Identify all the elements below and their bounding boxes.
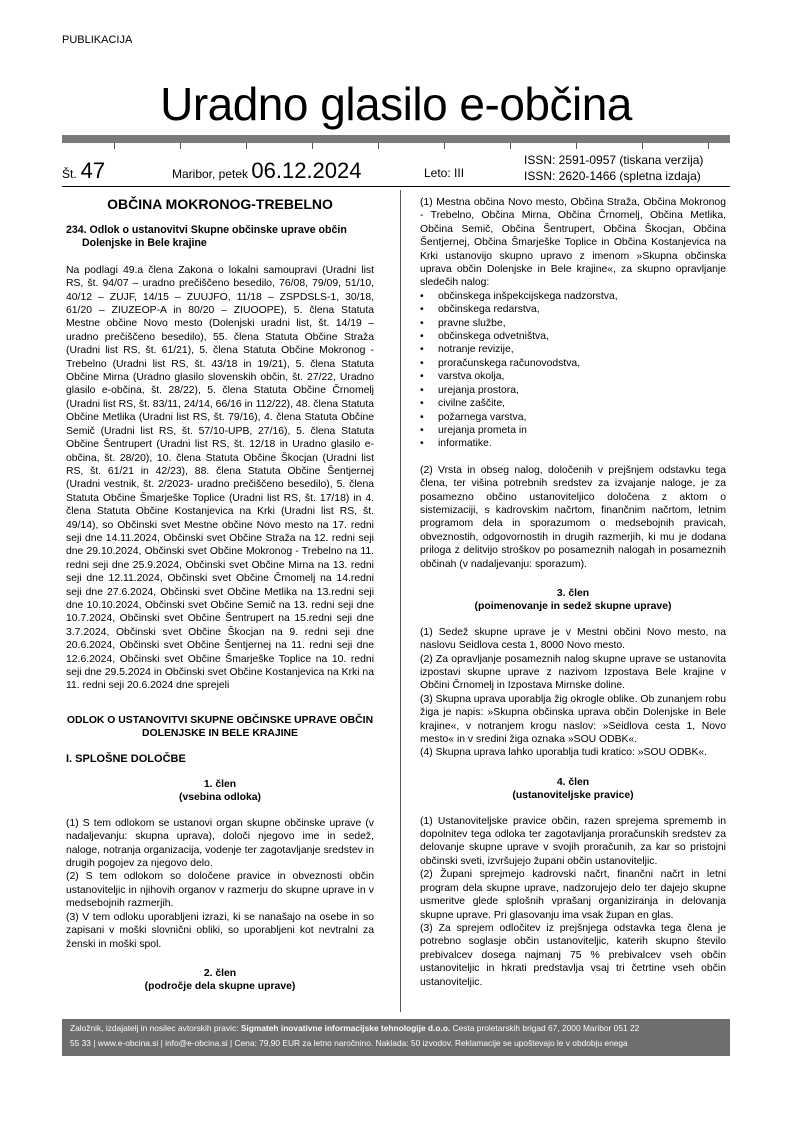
issue-number-block: [62, 158, 105, 184]
article-3-paragraph-1: (1) Sedež skupne uprave je v Mestni občini Novo mesto, na naslovu Seidlova cesta 1, 8000 Novo mesto.: [420, 626, 726, 652]
list-item: • notranje revizije,: [438, 343, 726, 356]
article-1-paragraph-2: (2) S tem odlokom so določene pravice in obveznosti občin ustanoviteljic in njihovih organov v razmerju do skupne uprave in v medsebojnih razmerjih.: [66, 871, 374, 910]
municipality-heading: OBČINA MOKRONOG-TREBELNO: [107, 196, 333, 212]
list-item: • občinskega redarstva,: [438, 303, 726, 316]
list-item: • občinskega inšpekcijskega nadzorstva,: [438, 290, 726, 303]
article-1-paragraph-3: (3) V tem odloku uporabljeni izrazi, ki se nanašajo na osebe in so zapisani v moški slovnični obliki, so uporabljeni kot nevtralni za ženski in moški spol.: [66, 911, 374, 950]
issn-online: ISSN: 2620-1466 (spletna izdaja): [524, 169, 701, 183]
publisher-footer: [62, 1019, 730, 1056]
list-item: • pravne službe,: [438, 317, 726, 330]
issue-date: 06.12.2024: [251, 158, 362, 183]
article-1-title: (vsebina odloka): [179, 792, 261, 804]
article-4-paragraph-2: (2) Župani sprejmejo kadrovski načrt, finančni načrt in letni program dela skupne uprave, nadzorujejo delo ter dajejo skupne usmeritve glede splošnih vprašanj organiziranja in delovanja skupne uprave. Pri glasovanju ima vsak župan en glas.: [420, 869, 726, 921]
column-divider: [400, 190, 401, 1012]
list-item: • civilne zaščite,: [438, 397, 726, 410]
article-3-paragraph-3: (3) Skupna uprava uporablja žig okrogle oblike. Ob zunanjem robu žiga je napis: »Skupna občinska uprava občin Dolenjske in Bele krajine«, v notranjem krogu naslov: »Seidlova cesta 1, Novo mesto« in v sredini žiga oznaka »SOU ODBK«.: [420, 693, 726, 746]
task-list: [420, 290, 726, 451]
list-item: • urejanja prostora,: [438, 384, 726, 397]
article-3-title: (poimenovanje in sedež skupne uprave): [474, 601, 672, 613]
issn-block: [524, 152, 703, 184]
issn-print: ISSN: 2591-0957 (tiskana verzija): [524, 153, 704, 167]
issue-prefix: Št.: [62, 167, 77, 181]
left-column: [66, 196, 374, 994]
list-item: • informatike.: [438, 437, 726, 450]
section-heading-general: I. SPLOŠNE DOLOČBE: [66, 752, 186, 765]
article-4-paragraph-3: (3) Za sprejem odločitev iz prejšnjega odstavka tega člena je potrebno soglasje občin ustanoviteljic, katerih skupno število prebivalcev dosega najmanj 75 % prebivalcev vseh občin ustanoviteljic in hkrati predstavlja vsaj tri četrtine vseh občin ustanoviteljic.: [420, 922, 726, 988]
masthead-title: Uradno glasilo e-občina: [160, 78, 632, 130]
place-date: [172, 158, 362, 184]
article-4-number: 4. člen: [556, 776, 590, 788]
article-3-paragraph-2: (2) Za opravljanje posameznih nalog skupne uprave se ustanovita izpostavi skupne uprave z nazivom Izpostava Bele krajine v Občini Črnomelj in Izpostava Mirnske doline.: [420, 653, 726, 692]
issue-divider: [62, 186, 730, 187]
footer-line-2: 55 33 | www.e-obcina.si | info@e-obcina.si | Cena: 79,90 EUR za letno naročnino. Naklada: 50 izvodov. Reklamacije se upoštevajo le v obdobju enega: [70, 1038, 628, 1048]
list-item: • varstva okolja,: [438, 370, 726, 383]
issue-info-row: [62, 152, 730, 186]
article-2-number: 2. člen: [203, 967, 237, 979]
preamble-paragraph: Na podlagi 49.a člena Zakona o lokalni samoupravi (Uradni list RS, št. 94/07 – uradno prečiščeno besedilo, 76/08, 79/09, 51/10, 40/12 – ZUJF, 14/15 – ZUUJFO, 11/18 – ZSPDSLS-1, 30/18, 61/20 – ZIUZEOP-A in 80/20 – ZIUOOPE), 5. člena Statuta Mestne občine Novo mesto (Dolenjski uradni list, št. 14/19 – uradno prečiščeno besedilo), 55. člena Statuta Občine Straža (Uradni list RS, št. 61/21), 5. člena Statuta Občine Mokronog - Trebelno (Uradni list RS, št. 43/18 in 19/21), 5. člena Statuta Občine Mirna (Uradno glasilo slovenskih občin, št. 27/22, Uradno glasilo e-občina, št. 28/22), 5. člena Statuta Občine Črnomelj (Uradni list RS, št. 83/11, 24/14, 66/16 in 112/22), 48. člena Statuta Občine Metlika (Uradni list RS, št. 79/16), 4. člena Statuta Občine Semič (Uradni list RS, št. 57/10-UPB, 27/16), 5. člena Statuta Občine Šentrupert (Uradni list RS, št. 12/18 in Uradno glasilo e-občina, št. 28/20), 10. člena Statuta Občine Škocjan (Uradni list RS, št. 61/21 in 42/23), 88. člena Statuta Občine Šentjernej (Uradni vestnik, št. 2/2023- uradno prečiščeno besedilo), 5. člena Statuta Občine Šmarješke Toplice (Uradni list RS, št. 17/18) in 4. člena Statuta Občine Kostanjevica na Krki (Uradni list RS, št. 49/14), so Občinski svet Mestne občine Novo mesto na 17. redni seji dne 14.11.2024, Občinski svet Občine Straža na 12. redni seji dne 29.10.2024, Občinski svet Občine Mokronog - Trebelno na 11. redni seji dne 25.9.2024, Občinski svet Občine Mirna na 13. redni seji dne 12.11.2024, Občinski svet Občine Črnomelj na 14.redni seji dne 27.6.2024, Občinski svet Občine Metlika na 13.redni seji dne 10.10.2024, Občinski svet Občine Semič na 13. redni seji dne 10.7.2024, Občinski svet Občine Šentrupert na 15.redni seji dne 3.7.2024, Občinski svet Občine Škocjan na 9. redni seji dne 20.6.2024, Občinski svet Občine Šentjernej na 11. redni seji dne 12.6.2024, Občinski svet Občine Šmarješke Toplice na 10. redni seji dne 29.5.2024 in Občinski svet Občine Kostanjevica na Krki na 11. redni seji 20.6.2024 dne sprejeli: [66, 264, 374, 692]
article-1-paragraph-1: (1) S tem odlokom se ustanovi organ skupne občinske uprave (v nadaljevanju: skupna uprava), določi njegovo ime in sedež, naloge, notranja organizacija, vodenje ter zagotavljanje sredstev in drugih pogojev za njegovo delo.: [66, 817, 374, 870]
article-2-paragraph-2: (2) Vrsta in obseg nalog, določenih v prejšnjem odstavku tega člena, ter višina potrebnih sredstev za izvajanje naloge, je za posamezno občino ustanoviteljico določena z aktom o sistemizaciji, s kadrovskim načrtom, finančnim načrtom, letnim programom dela in sporazumom o medsebojnih pravicah, obveznostih, odgovornostih in drugih razmerjih, ki mu je dodana priloga z delitvijo stroškov po posameznih nalogah in posameznih občinah (v nadaljevanju: sporazum).: [420, 464, 726, 570]
list-item: • požarnega varstva,: [438, 411, 726, 424]
act-title: 234. Odlok o ustanovitvi Skupne občinske uprave občin Dolenjske in Bele krajine: [66, 224, 347, 250]
right-column: [420, 196, 726, 989]
article-4-title: (ustanoviteljske pravice): [512, 790, 634, 802]
publication-label: PUBLIKACIJA: [62, 34, 133, 46]
list-item: • urejanja prometa in: [438, 424, 726, 437]
list-item: • proračunskega računovodstva,: [438, 357, 726, 370]
footer-line-1: [70, 1021, 722, 1036]
article-2-title: (področje dela skupne uprave): [144, 981, 296, 993]
list-item: • občinskega odvetništva,: [438, 330, 726, 343]
issue-number: 47: [80, 158, 106, 183]
masthead-rule-ticks: [62, 143, 730, 149]
article-3-number: 3. člen: [556, 587, 590, 599]
masthead-rule: [62, 135, 730, 143]
issue-year: Leto: III: [424, 166, 465, 180]
footer-publisher: Sigmateh inovativne informacijske tehnologije d.o.o.: [240, 1023, 451, 1033]
footer-lead: Založnik, izdajatelj in nosilec avtorskih pravic:: [70, 1023, 239, 1033]
footer-address: Cesta proletarskih brigad 67, 2000 Maribor 051 22: [452, 1023, 640, 1033]
decree-heading: ODLOK O USTANOVITVI SKUPNE OBČINSKE UPRAVE OBČIN DOLENJSKE IN BELE KRAJINE: [66, 714, 374, 740]
article-2-paragraph-1: (1) Mestna občina Novo mesto, Občina Straža, Občina Mokronog - Trebelno, Občina Mirna, Občina Črnomelj, Občina Metlika, Občina Semič, Občina Šentrupert, Občina Škocjan, Občina Šentjernej, Občina Šmarješke Toplice in Občina Kostanjevica na Krki ustanovijo skupno upravo z imenom »Skupna občinska uprava občin Dolenjske in Bele krajine«, za skupno opravljanje sledečih nalog:: [420, 197, 726, 289]
article-1-number: 1. člen: [203, 779, 237, 791]
article-3-paragraph-4: (4) Skupna uprava lahko uporablja tudi kratico: »SOU ODBK«.: [420, 747, 708, 759]
place-date-prefix: Maribor, petek: [172, 167, 249, 181]
article-4-paragraph-1: (1) Ustanoviteljske pravice občin, razen sprejema sprememb in dopolnitev tega odloka ter zagotavljanja proračunskih sredstev za delovanje skupne uprave v svojih proračunih, za kar so pristojni občinski sveti, izvršujejo župani občin ustanoviteljic.: [420, 815, 726, 867]
